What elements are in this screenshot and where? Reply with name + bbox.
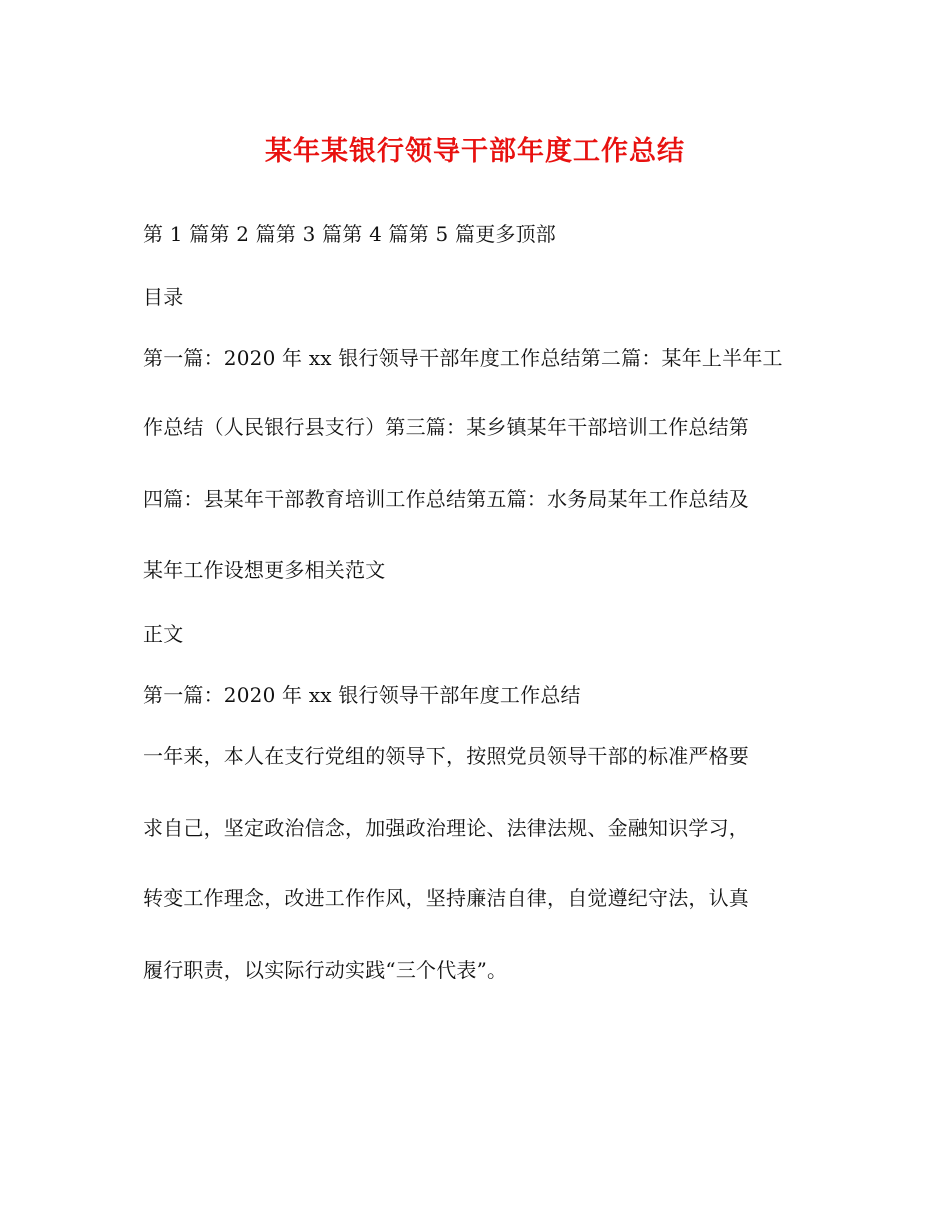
paragraph-line: 履行职责，以实际行动实践“三个代表”。 [143, 958, 508, 982]
nav-links-line: 第 1 篇第 2 篇第 3 篇第 4 篇第 5 篇更多顶部 [143, 222, 556, 246]
toc-line: 第一篇：2020 年 xx 银行领导干部年度工作总结第二篇：某年上半年工 [143, 346, 783, 370]
paragraph-line: 一年来，本人在支行党组的领导下，按照党员领导干部的标准严格要 [143, 744, 749, 768]
paragraph-line: 转变工作理念，改进工作作风，坚持廉洁自律，自觉遵纪守法，认真 [143, 886, 749, 910]
document-title: 某年某银行领导干部年度工作总结 [265, 136, 685, 167]
toc-line: 作总结（人民银行县支行）第三篇：某乡镇某年干部培训工作总结第 [143, 415, 749, 439]
section-title: 第一篇：2020 年 xx 银行领导干部年度工作总结 [143, 683, 581, 707]
toc-heading: 目录 [143, 285, 184, 309]
paragraph-line: 求自己，坚定政治信念，加强政治理论、法律法规、金融知识学习， [143, 816, 749, 840]
body-heading: 正文 [143, 622, 184, 646]
toc-line: 某年工作设想更多相关范文 [143, 558, 386, 582]
toc-line: 四篇：县某年干部教育培训工作总结第五篇：水务局某年工作总结及 [143, 487, 749, 511]
